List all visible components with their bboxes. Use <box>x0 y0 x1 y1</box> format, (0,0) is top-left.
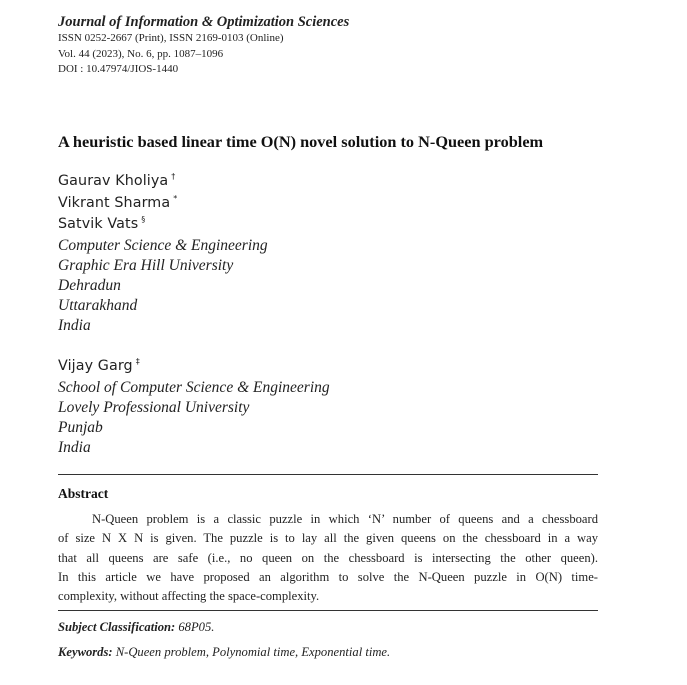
affiliation-line: Dehradun <box>58 276 121 294</box>
abstract-line: N-Queen problem is a classic puzzle in which ‘N’ number of queens and a chessboard <box>92 512 598 526</box>
author-mark: † <box>171 172 176 182</box>
author-mark: § <box>141 215 146 225</box>
keywords-label: Keywords: <box>58 645 113 659</box>
affiliation-line: India <box>58 438 91 456</box>
affiliation-line: Graphic Era Hill University <box>58 256 234 274</box>
abstract-line: complexity, without affecting the space-complexity. <box>58 589 320 604</box>
author-name-text: Satvik Vats <box>58 216 139 232</box>
author-group-2 <box>58 356 330 458</box>
author-mark: ‡ <box>135 357 140 367</box>
affiliation-line: India <box>58 316 91 334</box>
author-name-text: Vikrant Sharma <box>58 194 171 211</box>
journal-header <box>58 14 349 78</box>
keywords <box>58 645 390 660</box>
abstract-body <box>58 510 598 606</box>
abstract-line: of size N X N is given. The puzzle is to lay all the given queens on the chessboard in a way <box>58 531 598 546</box>
journal-name: Journal of Information & Optimization Sciences <box>58 14 350 30</box>
author-name <box>58 193 268 215</box>
affiliation-line: Uttarakhand <box>58 296 138 314</box>
keywords-value: N-Queen problem, Polynomial time, Exponential time. <box>115 645 391 659</box>
subject-classification <box>58 620 214 635</box>
affiliation-line: School of Computer Science & Engineering <box>58 378 330 396</box>
volume-line: Vol. 44 (2023), No. 6, pp. 1087–1096 <box>58 47 224 60</box>
author-mark: * <box>173 193 178 203</box>
paper-title: A heuristic based linear time O(N) novel solution to N-Queen problem <box>58 132 544 151</box>
affiliation-line: Computer Science & Engineering <box>58 236 268 254</box>
author-name <box>58 214 268 236</box>
author-name-text: Gaurav Kholiya <box>58 173 169 189</box>
affiliation-line: Lovely Professional University <box>58 398 250 416</box>
abstract-top-divider <box>58 474 598 475</box>
author-name <box>58 171 268 193</box>
author-name-text: Vijay Garg <box>58 358 133 374</box>
abstract-line: that all queens are safe (i.e., no queen on the chessboard is intersecting the other queen). <box>58 550 598 565</box>
abstract-line: In this article we have proposed an algorithm to solve the N-Queen puzzle in O(N) time- <box>58 569 598 584</box>
author-group-1 <box>58 171 268 336</box>
abstract-heading: Abstract <box>58 486 109 501</box>
doi-line: DOI : 10.47974/JIOS-1440 <box>58 63 179 75</box>
subject-classification-label: Subject Classification: <box>58 620 176 634</box>
abstract-bottom-divider <box>58 610 598 611</box>
subject-classification-value: 68P05. <box>178 620 215 634</box>
affiliation-line: Punjab <box>58 418 103 436</box>
issn-line: ISSN 0252-2667 (Print), ISSN 2169-0103 (Online) <box>58 32 284 44</box>
author-name <box>58 356 330 378</box>
